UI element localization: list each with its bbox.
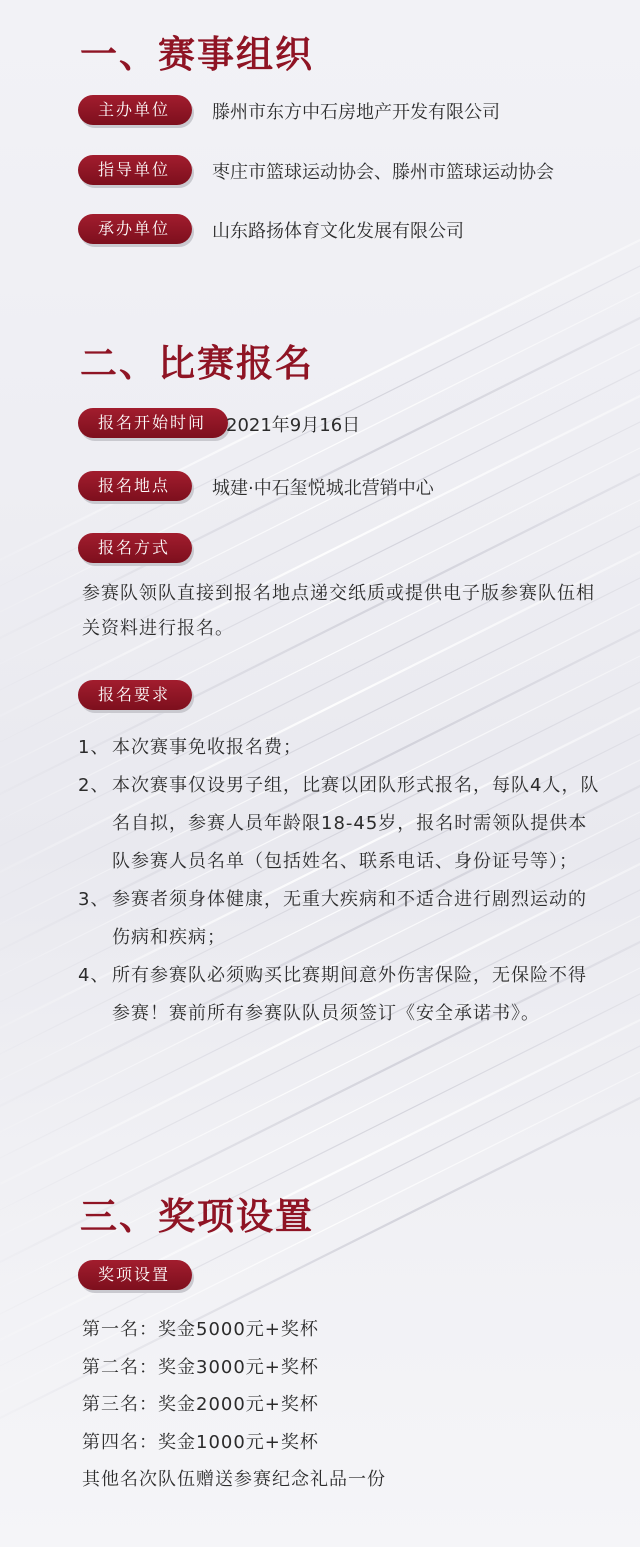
item-text: 所有参赛队必须购买比赛期间意外伤害保险，无保险不得参赛！赛前所有参赛队队员须签订《安全承诺书》。: [112, 965, 587, 1024]
list-item: [78, 957, 610, 1033]
item-number: 3、: [78, 889, 110, 910]
guide-value: 枣庄市篮球运动协会、滕州市篮球运动协会: [212, 162, 554, 183]
label-pill-guide: 指导单位: [78, 155, 192, 185]
label-pill-method: 报名方式: [78, 533, 192, 563]
label-pill-place: 报名地点: [78, 471, 192, 501]
start-time-value: 2021年9月16日: [226, 415, 361, 436]
section-title-awards: 三、奖项设置: [80, 1195, 314, 1238]
prize-item-3: 第三名：奖金2000元+奖杯: [82, 1394, 319, 1415]
label-pill-organizer: 承办单位: [78, 214, 192, 244]
label-pill-requirements: 报名要求: [78, 680, 192, 710]
list-item: [78, 881, 610, 957]
list-item: [78, 729, 610, 767]
section-title-organization: 一、赛事组织: [80, 33, 314, 76]
host-value: 滕州市东方中石房地产开发有限公司: [212, 102, 500, 123]
item-number: 4、: [78, 965, 110, 986]
method-text: 参赛队领队直接到报名地点递交纸质或提供电子版参赛队伍相关资料进行报名。: [82, 583, 595, 639]
item-number: 2、: [78, 775, 110, 796]
prize-item-2: 第二名：奖金3000元+奖杯: [82, 1356, 319, 1378]
item-text: 本次赛事仅设男子组，比赛以团队形式报名，每队4人，队名自拟，参赛人员年龄限18-45岁，报名时需领队提供本队参赛人员名单（包括姓名、联系电话、身份证号等）；: [112, 775, 600, 872]
item-text: 本次赛事免收报名费；: [112, 737, 302, 758]
item-number: 1、: [78, 737, 110, 758]
prize-item-4: 第四名：奖金1000元+奖杯: [82, 1431, 319, 1453]
prize-list: [82, 1311, 386, 1499]
requirements-list: [78, 729, 610, 1033]
item-text: 参赛者须身体健康，无重大疾病和不适合进行剧烈运动的伤病和疾病；: [112, 889, 587, 948]
label-pill-awards: 奖项设置: [78, 1260, 192, 1290]
prize-item-1: 第一名：奖金5000元+奖杯: [82, 1319, 319, 1340]
list-item: [78, 767, 610, 881]
prize-item-other: 其他名次队伍赠送参赛纪念礼品一份: [82, 1469, 386, 1490]
label-pill-host: 主办单位: [78, 95, 192, 125]
organizer-value: 山东路扬体育文化发展有限公司: [212, 221, 464, 242]
place-value: 城建·中石玺悦城北营销中心: [212, 478, 434, 499]
section-title-registration: 二、比赛报名: [80, 342, 314, 385]
label-pill-start-time: 报名开始时间: [78, 408, 228, 438]
